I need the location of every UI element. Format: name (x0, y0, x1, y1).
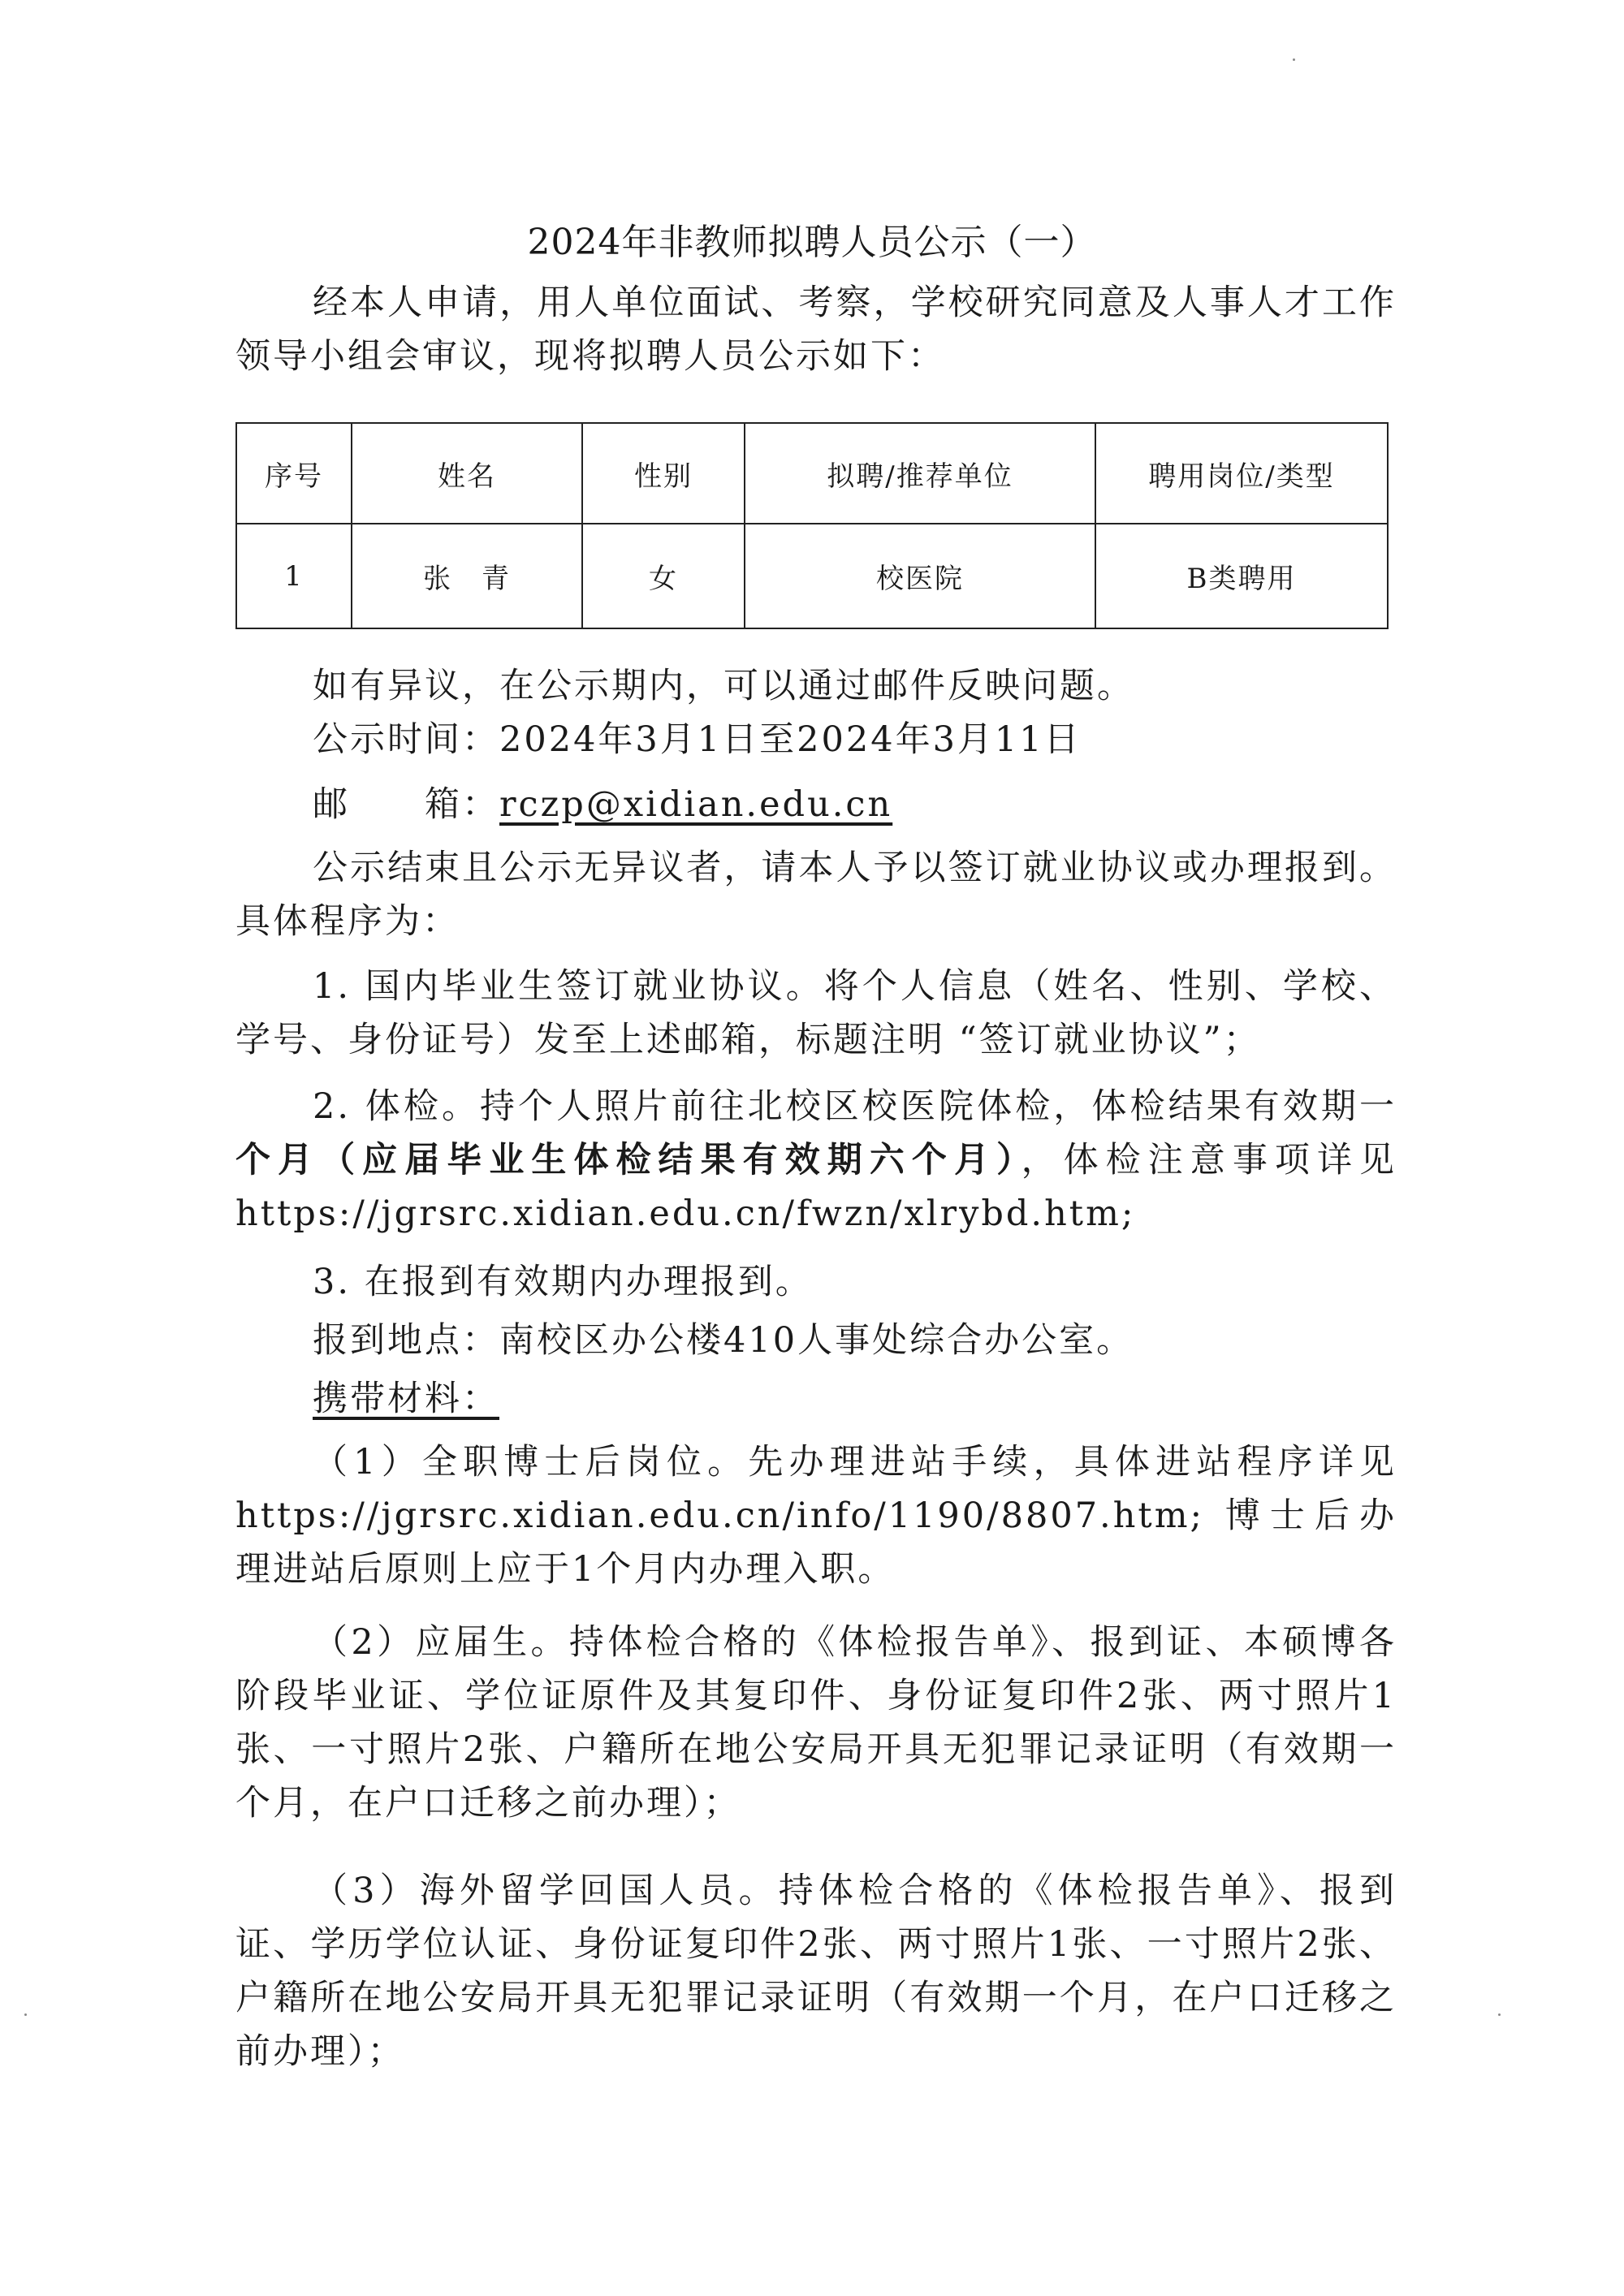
header-name: 姓名 (352, 423, 582, 524)
header-position: 聘用岗位/类型 (1095, 423, 1388, 524)
cell-position: B类聘用 (1095, 524, 1388, 628)
material1-text-a: （1）全职博士后岗位。先办理进站手续，具体进站程序详见 (313, 1442, 1397, 1482)
objection-line: 如有异议，在公示期内，可以通过邮件反映问题。 (313, 666, 1134, 706)
period-label: 公示时间： (313, 719, 499, 760)
header-gender: 性别 (582, 423, 745, 524)
intro-paragraph: 经本人申请，用人单位面试、考察，学校研究同意及人事人才工作领导小组会审议，现将拟聘人员公示如下： (235, 283, 1397, 377)
materials-label: 携带材料： (313, 1379, 499, 1419)
period-line (235, 713, 1397, 766)
scan-speck (1293, 58, 1295, 61)
scan-speck (1498, 2013, 1501, 2016)
scan-speck (24, 2013, 27, 2016)
table-row (236, 524, 1388, 628)
header-index: 序号 (236, 423, 352, 524)
email-line (235, 778, 1397, 831)
step2-text-a: 2. 体检。持个人照片前往北校区校医院体检，体检结果有效期一 (313, 1086, 1397, 1127)
material1-paragraph (235, 1435, 1397, 1596)
email-label: 邮 箱： (313, 784, 499, 825)
after-paragraph: 公示结束且公示无异议者，请本人予以签订就业协议或办理报到。具体程序为： (235, 848, 1397, 942)
header-unit: 拟聘/推荐单位 (745, 423, 1095, 524)
material3-paragraph: （3）海外留学回国人员。持体检合格的《体检报告单》、报到证、学历学位认证、身份证复印件2张、两寸照片1张、一寸照片2张、户籍所在地公安局开具无犯罪记录证明（有效期一个月，在户口迁移之前办理）； (235, 1871, 1397, 2072)
step2-paragraph (235, 1080, 1397, 1241)
step2-bold-text: 个月（应届毕业生体检结果有效期六个月） (235, 1140, 1021, 1180)
table-header-row (236, 423, 1388, 524)
material2-paragraph: （2）应届生。持体检合格的《体检报告单》、报到证、本硕博各阶段毕业证、学位证原件及其复印件、身份证复印件2张、两寸照片1张、一寸照片2张、户籍所在地公安局开具无犯罪记录证明（有效期一个月，在户口迁移之前办理）； (235, 1622, 1397, 1823)
step2-text-b: ，体检注意事项详见 (1021, 1140, 1397, 1180)
location-paragraph: 报到地点：南校区办公楼410人事处综合办公室。 (313, 1320, 1134, 1361)
period-value: 2024年3月1日至2024年3月11日 (499, 719, 1082, 760)
candidate-table (235, 422, 1389, 629)
material1-url[interactable]: https://jgrsrc.xidian.edu.cn/info/1190/8807.htm; (235, 1495, 1204, 1536)
material1-text-b: 博士后办理进站后原则上应于1个月内办理入职。 (235, 1495, 1397, 1590)
step3-paragraph: 3. 在报到有效期内办理报到。 (313, 1262, 813, 1302)
materials-heading (235, 1372, 1397, 1426)
cell-index: 1 (236, 524, 352, 628)
document-title: 2024年非教师拟聘人员公示（一） (527, 222, 1097, 263)
step1-paragraph: 1. 国内毕业生签订就业协议。将个人信息（姓名、性别、学校、学号、身份证号）发至上述邮箱，标题注明 “签订就业协议”； (235, 966, 1397, 1060)
step2-url[interactable]: https://jgrsrc.xidian.edu.cn/fwzn/xlrybd.htm; (235, 1193, 1136, 1234)
email-link[interactable]: rczp@xidian.edu.cn (499, 784, 893, 825)
cell-gender: 女 (582, 524, 745, 628)
cell-unit: 校医院 (745, 524, 1095, 628)
cell-name: 张 青 (352, 524, 582, 628)
